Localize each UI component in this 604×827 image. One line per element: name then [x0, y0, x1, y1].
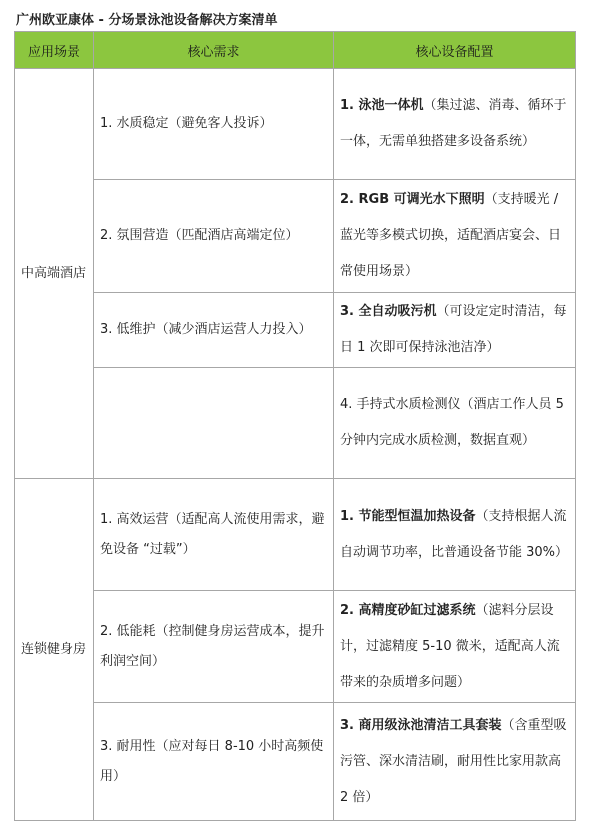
need-cell: 2. 氛围营造（匹配酒店高端定位） [94, 180, 334, 293]
config-desc: （含重型吸污管、深水清洁刷，耐用性比家用款高 2 倍） [340, 717, 567, 805]
config-cell [334, 293, 576, 368]
config-cell [334, 591, 576, 703]
config-cell [334, 703, 576, 821]
config-name: 2. 高精度砂缸过滤系统 [340, 602, 476, 618]
config-cell [334, 368, 576, 479]
table-row [15, 703, 576, 821]
need-cell: 3. 低维护（减少酒店运营人力投入） [94, 293, 334, 368]
page-title: 广州欧亚康体 - 分场景泳池设备解决方案清单 [16, 13, 278, 28]
config-desc: （集过滤、消毒、循环于一体，无需单独搭建多设备系统） [340, 98, 567, 149]
config-desc: 4. 手持式水质检测仪（酒店工作人员 5 分钟内完成水质检测，数据直观） [340, 397, 564, 448]
config-name: 3. 全自动吸污机 [340, 304, 437, 319]
header-need: 核心需求 [94, 32, 334, 69]
need-cell: 1. 高效运营（适配高人流使用需求，避免设备 “过载”） [94, 479, 334, 591]
header-config: 核心设备配置 [334, 32, 576, 69]
need-cell: 1. 水质稳定（避免客人投诉） [94, 69, 334, 180]
table-row [15, 293, 576, 368]
table-row [15, 368, 576, 479]
config-name: 2. RGB 可调光水下照明 [340, 192, 485, 207]
table-row [15, 69, 576, 180]
config-name: 3. 商用级泳池清洁工具套装 [340, 717, 502, 733]
solution-table [14, 31, 576, 821]
scene-cell-gym: 连锁健身房 [15, 479, 94, 821]
config-desc: （可设定定时清洁，每日 1 次即可保持泳池洁净） [340, 304, 567, 355]
table-row [15, 479, 576, 591]
table-row [15, 591, 576, 703]
config-cell [334, 180, 576, 293]
config-cell [334, 69, 576, 180]
config-desc: （支持根据人流自动调节功率，比普通设备节能 30%） [340, 508, 569, 560]
need-cell: 3. 耐用性（应对每日 8-10 小时高频使用） [94, 703, 334, 821]
scene-cell-hotel: 中高端酒店 [15, 69, 94, 479]
header-scene: 应用场景 [15, 32, 94, 69]
config-desc: （滤料分层设计，过滤精度 5-10 微米，适配高人流带来的杂质增多问题） [340, 602, 560, 690]
config-name: 1. 泳池一体机 [340, 98, 424, 113]
config-name: 1. 节能型恒温加热设备 [340, 508, 476, 524]
table-row [15, 180, 576, 293]
config-cell [334, 479, 576, 591]
need-cell-empty [94, 368, 334, 479]
config-desc: （支持暖光 / 蓝光等多模式切换，适配酒店宴会、日常使用场景） [340, 192, 562, 279]
table-header-row [15, 32, 576, 69]
need-cell: 2. 低能耗（控制健身房运营成本，提升利润空间） [94, 591, 334, 703]
